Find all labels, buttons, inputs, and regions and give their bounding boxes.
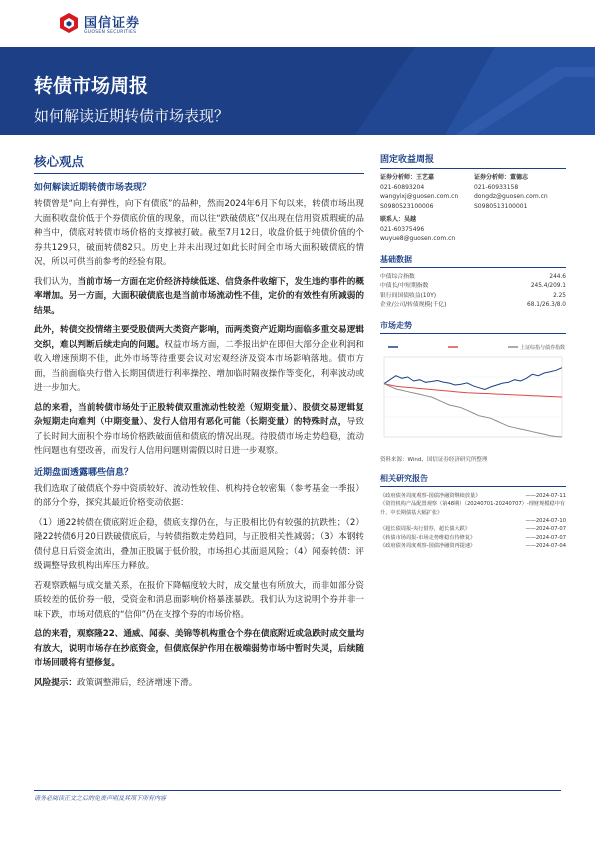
related-report-item[interactable] xyxy=(380,525,566,533)
basic-data-key: 企业/公司/转债规模(千亿) xyxy=(380,301,447,308)
report-title: 《超长债周报-央行借券，超长债大跌》 xyxy=(380,526,471,533)
basic-data-value: 244.6 xyxy=(549,274,566,280)
report-date: ——2024-07-07 xyxy=(525,534,566,541)
related-reports-list xyxy=(380,492,566,551)
logo-english: GUOSEN SECURITIES xyxy=(84,30,137,35)
report-title: 《政府债务周度观察-国债净融资再提速》 xyxy=(380,543,476,550)
analyst-email[interactable]: dongdz@guosen.com.cn xyxy=(474,193,548,200)
analyst-phone: 021-60893204 xyxy=(380,183,425,191)
report-date: ——2024-07-11 xyxy=(525,492,566,499)
footer-disclaimer: 请务必阅读正文之后的免责声明及其项下所有内容 xyxy=(34,790,561,802)
p2-lead: 我们认为， xyxy=(34,276,78,287)
risk-label: 风险提示： xyxy=(34,677,77,688)
contact-label: 联系人： xyxy=(380,216,405,223)
analyst-label: 证券分析师： xyxy=(474,174,511,181)
analyst-label: 证券分析师： xyxy=(380,174,417,181)
basic-data-key: 银行间国债收益(10Y) xyxy=(380,292,437,299)
report-type: 固定收益周报 xyxy=(380,152,566,169)
banner-decoration xyxy=(295,47,595,135)
analyst-1 xyxy=(380,173,472,211)
chart-svg xyxy=(380,339,566,453)
guosen-logo-icon xyxy=(58,12,80,34)
paragraph-3 xyxy=(34,323,364,396)
report-date: ——2024-07-07 xyxy=(525,526,566,533)
page-header xyxy=(0,0,595,46)
paragraph-7: 若观察跌幅与成交量关系，在报价下降幅度较大时，成交量也有所放大，而非如部分资质较差的低价券一般，受资金和消息面影响价格暴涨暴跌。我们认为这说明个券并非一味下跌，市场对债底的“信仰”仍在支撑个券的市场价格。 xyxy=(34,580,364,620)
analyst-cert: S0980513100001 xyxy=(474,202,528,210)
report-date: ——2024-07-04 xyxy=(525,543,566,550)
main-content xyxy=(34,152,364,690)
p3-body: 权益市场方面，二季报出炉在即但大部分企业利润和收入增速预期不佳，此外市场等待重要会议对宏观经济及资本市场影响落地。债市方面，当前面临央行借入长期国债进行利率操控、增加临时隔夜操作等变化，利率波动或进一步加大。 xyxy=(34,339,364,393)
contact-email[interactable]: wuyue8@guosen.com.cn xyxy=(380,235,456,242)
analyst-cert: S0980523100006 xyxy=(380,202,434,210)
report-subtitle: 如何解读近期转债市场表现？ xyxy=(34,107,230,125)
p3-emphasis: 此外，转债交投情绪主要受股债两大类资产影响，而两类资产近期均面临多重交易逻辑交织，难以判断后续走向的问题。 xyxy=(34,325,364,350)
contact-name: 吴越 xyxy=(404,216,417,223)
question-heading-2: 近期盘面透露哪些信息？ xyxy=(34,467,134,478)
market-trend-chart xyxy=(380,339,566,453)
report-date: ——2024-07-10 xyxy=(525,517,566,524)
basic-data-title: 基础数据 xyxy=(380,254,566,268)
analyst-2 xyxy=(474,173,566,211)
contact-block xyxy=(380,215,566,244)
report-title: 《转债市场周报-市场走势维稳有待修复》 xyxy=(380,534,476,541)
market-trend-title: 市场走势 xyxy=(380,320,566,334)
report-title: 转债市场周报 xyxy=(34,75,149,97)
analyst-name: 王艺嘉 xyxy=(416,174,435,181)
logo-text: 国信证券 xyxy=(84,16,141,31)
paragraph-4 xyxy=(34,401,364,459)
p4-body: 导致了长时间大面积个券市场价格跌破面值和债底的情况出现。待股债市场走势趋稳，流动性问题也有望改善，而发行人信用问题则需假以时日进一步观察。 xyxy=(34,417,364,456)
question-heading-1: 如何解读近期转债市场表现？ xyxy=(34,183,152,193)
p4-emphasis: 总的来看，当前转债市场处于正股转债双重流动性较差（短期变量）、股债交易逻辑复杂短期走向难判（中期变量）、发行人信用有恶化可能（长期变量）的特殊时点， xyxy=(34,402,364,427)
report-title: 《政府债务周度观察-国债净融资继续放量》 xyxy=(380,492,481,499)
section-title: 核心观点 xyxy=(34,152,364,174)
chart-series-line-3 xyxy=(384,383,562,436)
risk-warning xyxy=(34,676,364,690)
basic-data-row xyxy=(380,300,566,309)
paragraph-8: 总的来看，观察隆22、通威、闻泰、美锦等机构重仓个券在债底附近或急跌时成交量均有放大，说明市场存在抄底资金，但债底保护作用在极端弱势市场中暂时失灵，后续随市场回暖将有望修复。 xyxy=(34,629,364,668)
related-report-item[interactable] xyxy=(380,500,566,517)
basic-data-row xyxy=(380,291,566,300)
p2-emphasis: 当前市场一方面在定价经济持续低迷、信贷条件收缩下，发生违约事件的概率增加。另一方面，大面积破债底也是当前市场流动性不佳，定价的有效性有所减弱的结果。 xyxy=(34,276,364,316)
basic-data-value: 2.25 xyxy=(553,292,566,299)
paragraph-1: 转债曾是“向上有弹性，向下有债底”的品种，然而2024年6月下旬以来，转债市场出现大面积收盘价低于个券债底价值的现象，而以往“跌破债底”仅出现在信用资质瑕疵的品种当中，债底对转债市场价格的支撑被打破。截至7月12日，收盘价低于纯债价值的个券共129只，破面转债82只。历史上并未出现过如此长时间全市场大面积破债底的情况，所以可供当前参考的经验有限。 xyxy=(34,199,364,267)
basic-data-row xyxy=(380,282,566,291)
basic-data-table xyxy=(380,273,566,310)
basic-data-value: 245.4/209.1 xyxy=(530,283,566,290)
title-banner xyxy=(0,47,595,135)
basic-data-key: 中债长/中短期指数 xyxy=(380,283,429,290)
analyst-name: 董德志 xyxy=(510,174,529,181)
paragraph-6: （1）通22转债在债底附近企稳，债底支撑仍在，与正股相比仍有较强的抗跌性；（2）隆22转债6月20日跌破债底后，与转债指数走势趋同，与正股相关性减弱；（3）本钢转债付息日后资金流出，叠加正股属于低价股，市场担心其面退风险；（4）闻泰转债：评级调整导致机构出库压力释放。 xyxy=(34,517,364,571)
related-report-item[interactable] xyxy=(380,492,566,500)
related-report-item[interactable] xyxy=(380,534,566,542)
basic-data-key: 中债综合指数 xyxy=(380,274,415,280)
analyst-phone: 021-60933158 xyxy=(474,183,519,191)
contact-phone: 021-60375496 xyxy=(380,225,425,233)
related-report-item[interactable] xyxy=(380,542,566,550)
paragraph-2 xyxy=(34,275,364,319)
related-report-item[interactable] xyxy=(380,517,566,525)
report-title: 《资管机构产品配置观察（第48期）（20240701-20240707）-理财规模稳中有升、中长期债基大幅扩张》 xyxy=(380,501,566,516)
chart-series-line-1 xyxy=(384,367,562,389)
basic-data-row xyxy=(380,273,566,282)
sidebar xyxy=(380,152,566,551)
basic-data-value: 68.1/26.3/8.0 xyxy=(527,301,566,308)
risk-text: 政策调整滞后，经济增速下滑。 xyxy=(76,677,198,688)
chart-source: 资料来源：Wind、国信证券经济研究所整理 xyxy=(380,456,488,463)
analyst-email[interactable]: wangyixj@guosen.com.cn xyxy=(380,193,459,200)
related-research-title: 相关研究报告 xyxy=(380,473,566,487)
paragraph-5: 我们选取了破债底个券中资质较好、流动性较佳、机构持仓较密集（参考基金一季报）的部分个券，探究其最近价格变动依据： xyxy=(34,483,364,508)
analyst-block xyxy=(380,173,566,211)
legend-label: 上证综指与债券指数 xyxy=(520,344,566,351)
